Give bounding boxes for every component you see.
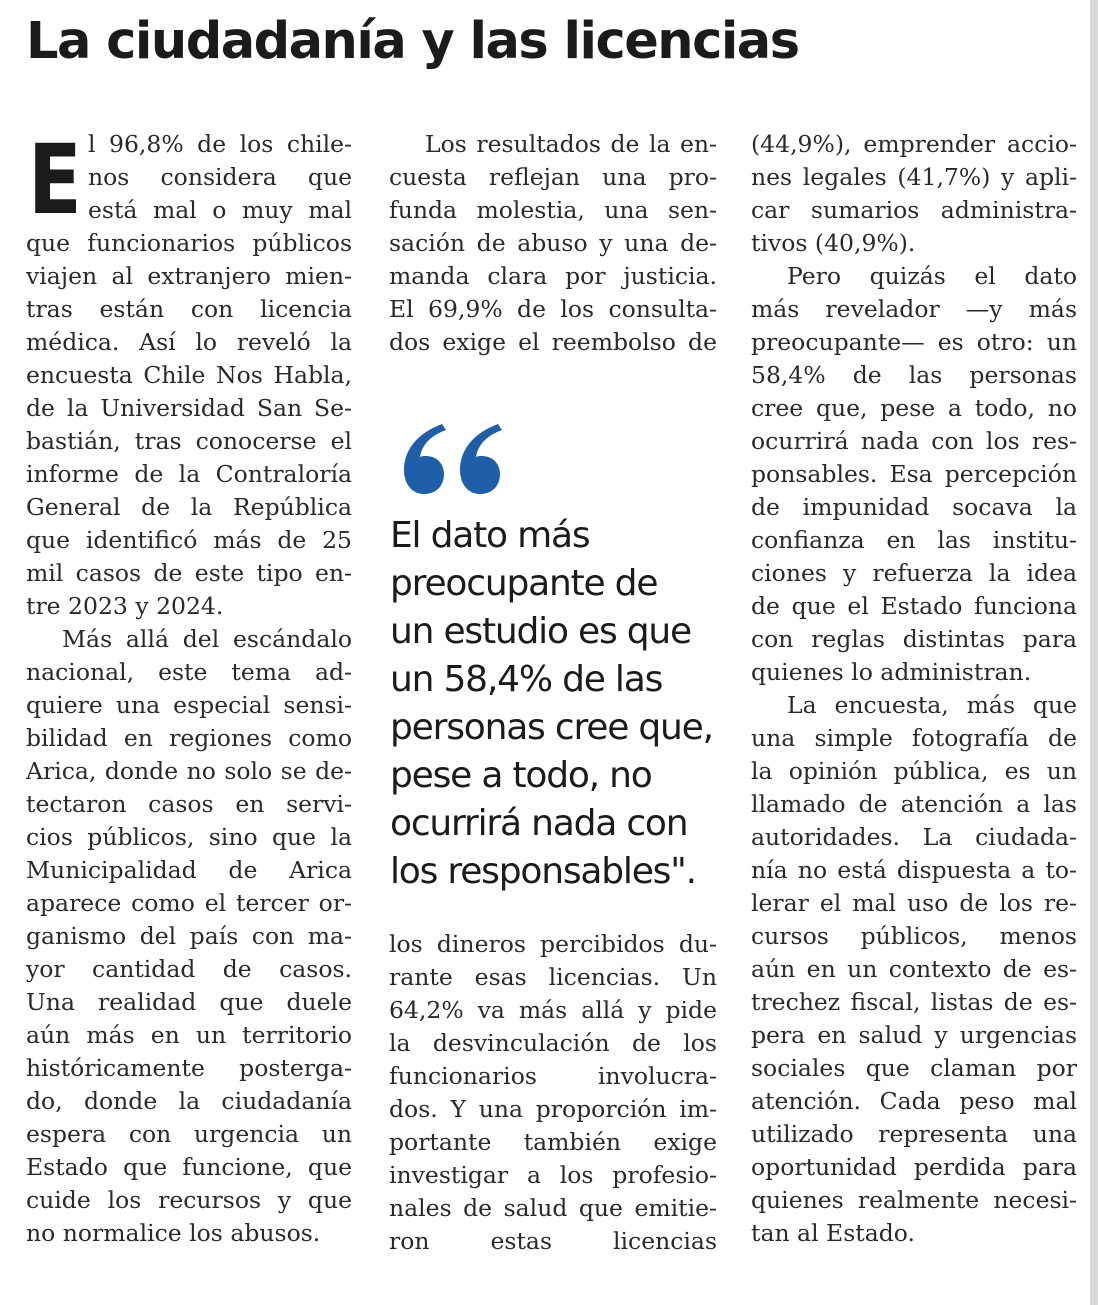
text-line: los dineros percibidos du- bbox=[389, 930, 717, 958]
text-line: quienes realmente necesi- bbox=[751, 1186, 1077, 1214]
page-edge-shadow bbox=[1090, 0, 1098, 1305]
text-line: 64,2% va más allá y pide bbox=[389, 996, 717, 1024]
pull-quote-line: personas cree que, bbox=[390, 707, 713, 748]
text-line: tras están con licencia bbox=[26, 295, 352, 323]
text-line: car sumarios administra- bbox=[751, 196, 1077, 224]
text-line: confianza en las institu- bbox=[751, 526, 1077, 554]
text-line: aparece como el tercer or- bbox=[26, 889, 352, 917]
opening-double-quote-icon bbox=[398, 418, 508, 498]
text-line: está mal o muy mal bbox=[88, 196, 352, 224]
headline: La ciudadanía y las licencias bbox=[26, 12, 799, 71]
text-line: sociales que claman por bbox=[751, 1054, 1077, 1082]
text-line: sación de abuso y una de- bbox=[389, 229, 717, 257]
text-line: pera en salud y urgencias bbox=[751, 1021, 1077, 1049]
text-line: la desvinculación de los bbox=[389, 1029, 717, 1057]
text-line: (44,9%), emprender accio- bbox=[751, 130, 1077, 158]
text-line: El 69,9% de los consulta- bbox=[389, 295, 717, 323]
text-line: aún en un contexto de es- bbox=[751, 955, 1077, 983]
text-line: cuesta reflejan una pro- bbox=[389, 163, 717, 191]
text-line: yor cantidad de casos. bbox=[26, 955, 352, 983]
text-line: rante esas licencias. Un bbox=[389, 963, 717, 991]
text-line: ponsables. Esa percepción bbox=[751, 460, 1077, 488]
text-line: tectaron casos en servi- bbox=[26, 790, 352, 818]
pull-quote-line: los responsables". bbox=[390, 851, 696, 892]
text-line: de que el Estado funciona bbox=[751, 592, 1077, 620]
text-line: Los resultados de la en- bbox=[425, 130, 717, 158]
pull-quote-line: un 58,4% de las bbox=[390, 659, 663, 700]
text-line: más revelador —y más bbox=[751, 295, 1077, 323]
text-line: bastián, tras conocerse el bbox=[26, 427, 352, 455]
text-line: 58,4% de las personas bbox=[751, 361, 1077, 389]
text-line: ciones y refuerza la idea bbox=[751, 559, 1077, 587]
text-line: tan al Estado. bbox=[751, 1219, 915, 1247]
text-line: Una realidad que duele bbox=[26, 988, 352, 1016]
text-line: oportunidad perdida para bbox=[751, 1153, 1077, 1181]
drop-cap: E bbox=[28, 124, 82, 236]
text-line: cuide los recursos y que bbox=[26, 1186, 352, 1214]
text-line: funda molestia, una sen- bbox=[389, 196, 717, 224]
text-line: atención. Cada peso mal bbox=[751, 1087, 1077, 1115]
text-line: Municipalidad de Arica bbox=[26, 856, 352, 884]
text-line: tre 2023 y 2024. bbox=[26, 592, 224, 620]
text-line: General de la República bbox=[26, 493, 352, 521]
text-line: cursos públicos, menos bbox=[751, 922, 1077, 950]
pull-quote-line: preocupante de bbox=[390, 563, 658, 604]
text-line: quienes lo administran. bbox=[751, 658, 1032, 686]
text-line: cree que, pese a todo, no bbox=[751, 394, 1077, 422]
text-line: históricamente posterga- bbox=[26, 1054, 352, 1082]
text-line: ganismo del país con ma- bbox=[26, 922, 352, 950]
text-line: nos considera que bbox=[88, 163, 352, 191]
text-line: utilizado representa una bbox=[751, 1120, 1077, 1148]
text-line: manda clara por justicia. bbox=[389, 262, 717, 290]
text-line: do, donde la ciudadanía bbox=[26, 1087, 352, 1115]
text-line: con reglas distintas para bbox=[751, 625, 1077, 653]
text-line: l 96,8% de los chile- bbox=[88, 130, 352, 158]
text-line: dos exige el reembolso de bbox=[389, 328, 717, 356]
text-line: portante también exige bbox=[389, 1128, 717, 1156]
text-line: de impunidad socava la bbox=[751, 493, 1077, 521]
text-line: una simple fotografía de bbox=[751, 724, 1077, 752]
text-line: lerar el mal uso de los re- bbox=[751, 889, 1077, 917]
text-line: preocupante— es otro: un bbox=[751, 328, 1077, 356]
text-line: médica. Así lo reveló la bbox=[26, 328, 352, 356]
text-line: quiere una especial sensi- bbox=[26, 691, 352, 719]
text-line: nacional, este tema ad- bbox=[26, 658, 352, 686]
text-line: bilidad en regiones como bbox=[26, 724, 352, 752]
text-line: llamado de atención a las bbox=[751, 790, 1077, 818]
text-line: Pero quizás el dato bbox=[787, 262, 1077, 290]
text-line: tivos (40,9%). bbox=[751, 229, 916, 257]
text-line: encuesta Chile Nos Habla, bbox=[26, 361, 352, 389]
pull-quote-line: pese a todo, no bbox=[390, 755, 652, 796]
text-line: ron estas licencias bbox=[389, 1227, 717, 1255]
text-line: Estado que funcione, que bbox=[26, 1153, 352, 1181]
pull-quote-line: El dato más bbox=[390, 515, 590, 556]
text-line: ocurrirá nada con los res- bbox=[751, 427, 1077, 455]
pull-quote-line: un estudio es que bbox=[390, 611, 691, 652]
text-line: aún más en un territorio bbox=[26, 1021, 352, 1049]
text-line: autoridades. La ciudada- bbox=[751, 823, 1077, 851]
text-line: la opinión pública, es un bbox=[751, 757, 1077, 785]
pull-quote-line: ocurrirá nada con bbox=[390, 803, 688, 844]
text-line: viajen al extranjero mien- bbox=[26, 262, 352, 290]
text-line: investigar a los profesio- bbox=[389, 1161, 717, 1189]
text-line: funcionarios involucra- bbox=[389, 1062, 717, 1090]
text-line: nes legales (41,7%) y apli- bbox=[751, 163, 1077, 191]
text-line: que funcionarios públicos bbox=[26, 229, 352, 257]
text-line: cios públicos, sino que la bbox=[26, 823, 352, 851]
text-line: Más allá del escándalo bbox=[62, 625, 352, 653]
text-line: nía no está dispuesta a to- bbox=[751, 856, 1077, 884]
text-line: nales de salud que emitie- bbox=[389, 1194, 717, 1222]
text-line: que identificó más de 25 bbox=[26, 526, 352, 554]
text-line: trechez fiscal, listas de es- bbox=[751, 988, 1077, 1016]
text-line: dos. Y una proporción im- bbox=[389, 1095, 717, 1123]
text-line: mil casos de este tipo en- bbox=[26, 559, 352, 587]
text-line: espera con urgencia un bbox=[26, 1120, 352, 1148]
text-line: de la Universidad San Se- bbox=[26, 394, 352, 422]
text-line: no normalice los abusos. bbox=[26, 1219, 321, 1247]
text-line: informe de la Contraloría bbox=[26, 460, 352, 488]
text-line: La encuesta, más que bbox=[787, 691, 1077, 719]
text-line: Arica, donde no solo se de- bbox=[26, 757, 352, 785]
